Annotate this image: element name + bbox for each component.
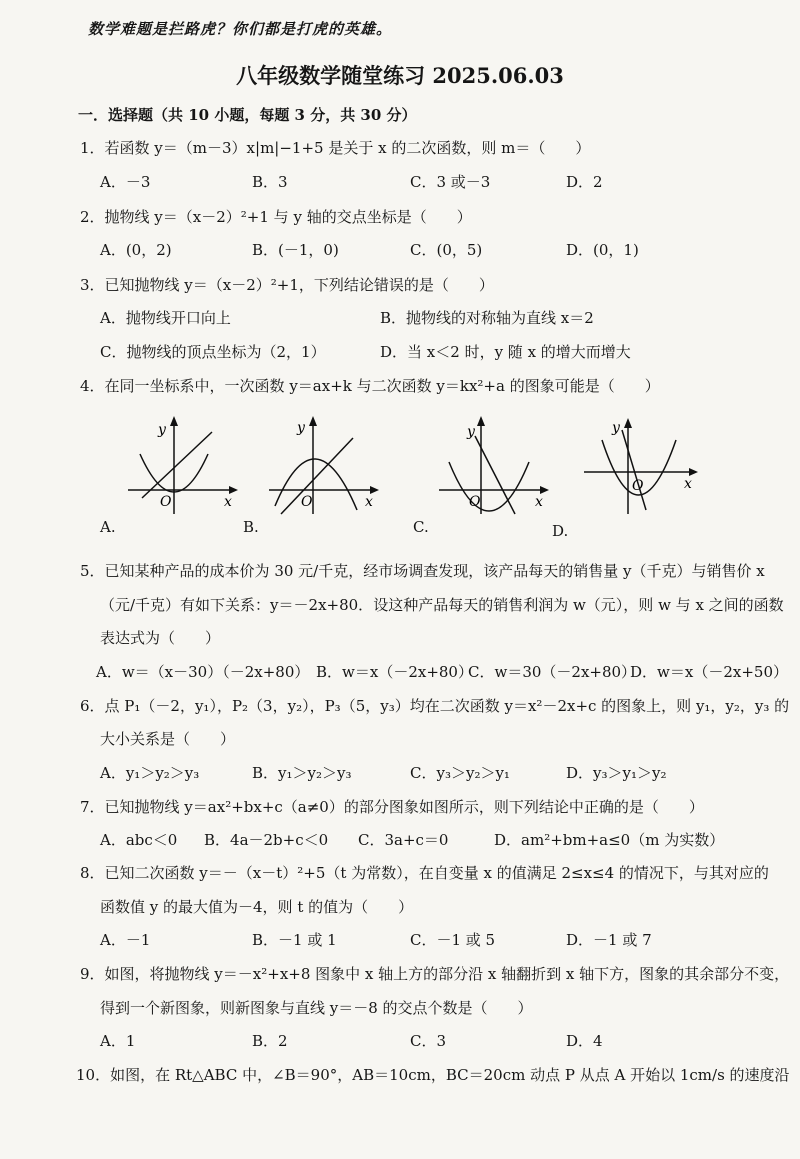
graph-a-x-label: x [224, 494, 232, 510]
graph-d-y-label: y [612, 420, 620, 436]
q2-option-c: C．(0，5) [410, 241, 483, 259]
question-8-text-line2: 函数值 y 的最大值为－4，则 t 的值为（ ） [100, 898, 414, 916]
question-4-text: 4．在同一坐标系中，一次函数 y＝ax+k 与二次函数 y＝kx²+a 的图象可能是（ ） [80, 377, 660, 395]
question-1-text: 1．若函数 y＝（m－3）x|m|−1+5 是关于 x 的二次函数，则 m＝（ ） [80, 139, 591, 157]
q8-option-a: A．－1 [100, 931, 151, 949]
q4-option-b: B. [243, 518, 259, 536]
q6-option-c: C．y₃＞y₂＞y₁ [410, 764, 510, 782]
graph-c-y-arrow [477, 416, 485, 426]
graph-b-line [281, 438, 353, 514]
graph-c-origin: O [469, 494, 481, 510]
question-5-text-line3: 表达式为（ ） [100, 629, 221, 647]
graph-d-line [622, 430, 646, 510]
graph-c-y-label: y [467, 424, 475, 440]
question-6-text-line2: 大小关系是（ ） [100, 730, 236, 748]
graph-a [122, 410, 242, 520]
graph-c-x-arrow [540, 486, 549, 494]
q1-option-c: C．3 或－3 [410, 173, 491, 191]
q6-option-a: A．y₁＞y₂＞y₃ [100, 764, 200, 782]
q2-option-d: D．(0，1) [566, 241, 639, 259]
q3-option-d: D．当 x＜2 时，y 随 x 的增大而增大 [380, 343, 631, 361]
graph-c-x-label: x [535, 494, 543, 510]
graph-c [435, 410, 555, 520]
q4-option-a: A. [100, 518, 116, 536]
graph-a-origin: O [160, 494, 172, 510]
q5-option-c: C．w＝30（－2x+80） [468, 663, 637, 681]
graph-d-origin: O [632, 478, 644, 494]
q7-option-c: C．3a+c＝0 [358, 831, 449, 849]
question-10-text: 10．如图，在 Rt△ABC 中，∠B＝90°，AB＝10cm，BC＝20cm 动点 P 从点 A 开始以 1cm/s 的速度沿 [76, 1066, 790, 1084]
graph-a-x-arrow [229, 486, 238, 494]
section-heading: 一．选择题（共 10 小题，每题 3 分，共 30 分） [78, 106, 417, 124]
q8-option-d: D．－1 或 7 [566, 931, 652, 949]
q1-option-d: D．2 [566, 173, 603, 191]
q6-option-b: B．y₁＞y₂＞y₃ [252, 764, 352, 782]
question-4-graphs [100, 410, 720, 540]
graph-b-x-arrow [370, 486, 379, 494]
q7-option-a: A．abc＜0 [100, 831, 178, 849]
question-6-text-line1: 6．点 P₁（－2，y₁），P₂（3，y₂），P₃（5，y₃）均在二次函数 y＝x²－2x+c 的图象上，则 y₁，y₂，y₃ 的 [80, 697, 790, 715]
q6-option-d: D．y₃＞y₁＞y₂ [566, 764, 667, 782]
graph-b-x-label: x [365, 494, 373, 510]
q5-option-a: A．w＝（x－30）（－2x+80） [96, 663, 310, 681]
question-3-text: 3．已知抛物线 y＝（x－2）²+1，下列结论错误的是（ ） [80, 276, 494, 294]
q9-option-d: D．4 [566, 1032, 603, 1050]
graph-a-y-arrow [170, 416, 178, 426]
q1-option-a: A．－3 [100, 173, 151, 191]
q5-option-d: D．w＝x（－2x+50） [630, 663, 788, 681]
graph-b-parabola [275, 459, 357, 510]
graph-d-x-arrow [689, 468, 698, 476]
q3-option-b: B．抛物线的对称轴为直线 x＝2 [380, 309, 594, 327]
graph-a-y-label: y [158, 422, 166, 438]
graph-b-y-label: y [297, 420, 305, 436]
q9-option-b: B．2 [252, 1032, 288, 1050]
graph-d [580, 410, 705, 520]
question-9-text-line1: 9．如图，将抛物线 y＝－x²+x+8 图象中 x 轴上方的部分沿 x 轴翻折到 x 轴下方，图象的其余部分不变， [80, 965, 790, 983]
q7-option-d: D．am²+bm+a≤0（m 为实数） [494, 831, 725, 849]
q2-option-b: B．(－1，0) [252, 241, 339, 259]
q2-option-a: A．(0，2) [100, 241, 172, 259]
q1-option-b: B．3 [252, 173, 288, 191]
q9-option-a: A．1 [100, 1032, 136, 1050]
graph-c-parabola [449, 462, 529, 511]
motto: 数学难题是拦路虎？你们都是打虎的英雄。 [88, 20, 393, 38]
q8-option-b: B．－1 或 1 [252, 931, 337, 949]
q9-option-c: C．3 [410, 1032, 447, 1050]
question-8-text-line1: 8．已知二次函数 y＝－（x－t）²+5（t 为常数），在自变量 x 的值满足 2≤x≤4 的情况下，与其对应的 [80, 864, 769, 882]
question-5-text-line2: （元/千克）有如下关系：y＝－2x+80．设这种产品每天的销售利润为 w（元），则 w 与 x 之间的函数 [100, 596, 784, 614]
graph-b-y-arrow [309, 416, 317, 426]
q8-option-c: C．－1 或 5 [410, 931, 496, 949]
graph-b-origin: O [301, 494, 313, 510]
q3-option-c: C．抛物线的顶点坐标为（2，1） [100, 343, 326, 361]
graph-d-x-label: x [684, 476, 692, 492]
graph-d-y-arrow [624, 418, 632, 428]
page-title: 八年级数学随堂练习 2025.06.03 [236, 63, 564, 88]
q3-option-a: A．抛物线开口向上 [100, 309, 231, 327]
graph-a-line [142, 432, 212, 498]
question-7-text: 7．已知抛物线 y＝ax²+bx+c（a≠0）的部分图象如图所示，则下列结论中正确的是（ ） [80, 798, 704, 816]
q7-option-b: B．4a－2b+c＜0 [204, 831, 329, 849]
q5-option-b: B．w＝x（－2x+80） [316, 663, 473, 681]
question-5-text-line1: 5．已知某种产品的成本价为 30 元/千克，经市场调查发现，该产品每天的销售量 y（千克）与销售价 x [80, 562, 765, 580]
question-9-text-line2: 得到一个新图象，则新图象与直线 y＝－8 的交点个数是（ ） [100, 999, 533, 1017]
graph-b [265, 410, 385, 520]
question-2-text: 2．抛物线 y＝（x－2）²+1 与 y 轴的交点坐标是（ ） [80, 208, 472, 226]
q4-option-d: D. [552, 522, 569, 540]
q4-option-c: C. [413, 518, 429, 536]
